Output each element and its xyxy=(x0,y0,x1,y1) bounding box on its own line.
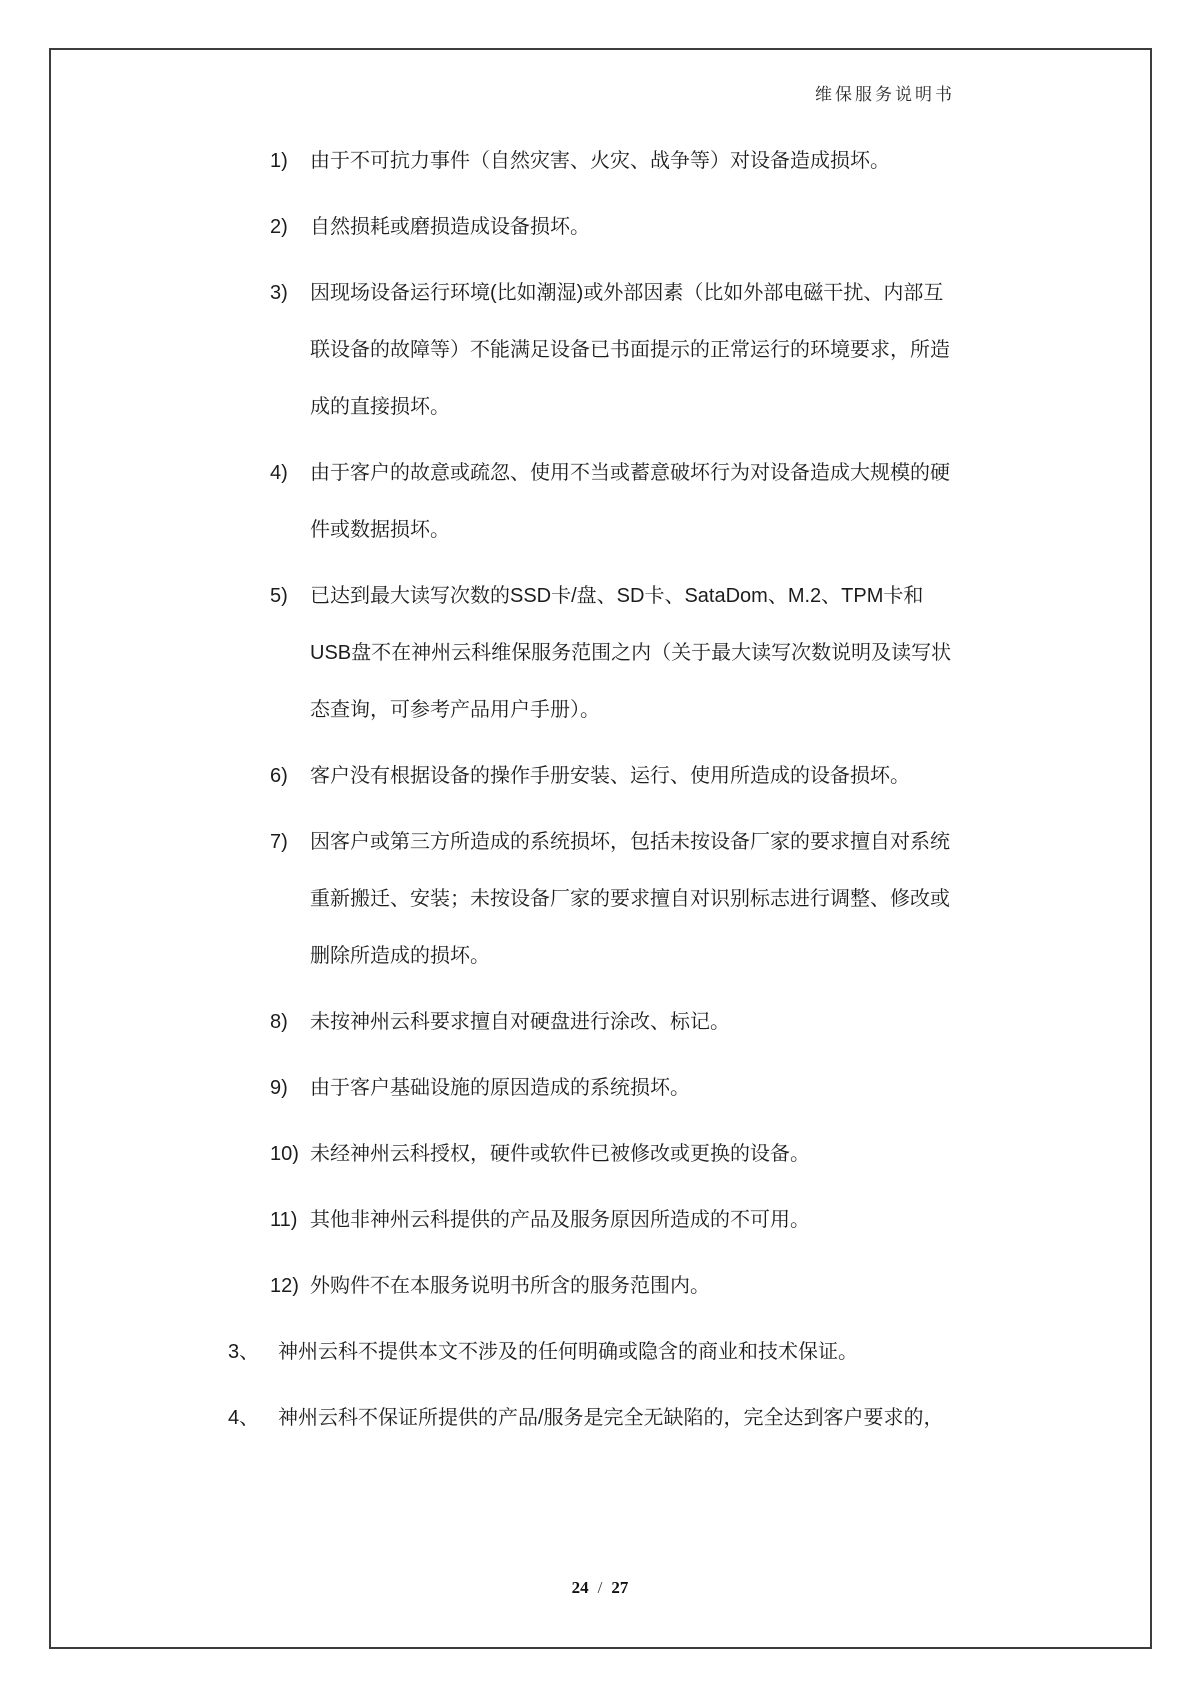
list-item xyxy=(0,994,1200,1051)
list-item-number: 3、 xyxy=(228,1341,260,1363)
text-line: 未经神州云科授权，硬件或软件已被修改或更换的设备。 xyxy=(310,1143,810,1165)
list-item xyxy=(0,568,1200,739)
exclusion-list xyxy=(0,133,1200,1456)
list-item-number: 7) xyxy=(270,831,288,853)
text-line: 客户没有根据设备的操作手册安装、运行、使用所造成的设备损坏。 xyxy=(310,765,910,787)
list-item-number: 8) xyxy=(270,1011,288,1033)
list-item-text xyxy=(0,445,1200,559)
list-item xyxy=(0,1390,1200,1447)
text-line: 神州云科不提供本文不涉及的任何明确或隐含的商业和技术保证。 xyxy=(278,1341,858,1363)
list-item xyxy=(0,265,1200,436)
list-item xyxy=(0,1324,1200,1381)
page-number-current: 24 xyxy=(571,1578,589,1597)
list-item-text xyxy=(0,568,1200,739)
list-item xyxy=(0,1258,1200,1315)
list-item-number: 10) xyxy=(270,1143,299,1165)
list-item xyxy=(0,199,1200,256)
list-item xyxy=(0,1192,1200,1249)
text-line: 删除所造成的损坏。 xyxy=(310,945,490,967)
list-item-text xyxy=(0,1126,1200,1183)
list-item xyxy=(0,748,1200,805)
list-item-number: 3) xyxy=(270,282,288,304)
text-line: 自然损耗或磨损造成设备损坏。 xyxy=(310,216,590,238)
list-item-number: 11) xyxy=(270,1209,298,1231)
text-line: 未按神州云科要求擅自对硬盘进行涂改、标记。 xyxy=(310,1011,730,1033)
text-line: USB盘不在神州云科维保服务范围之内（关于最大读写次数说明及读写状 xyxy=(310,642,952,664)
text-line: 由于客户的故意或疏忽、使用不当或蓄意破坏行为对设备造成大规模的硬 xyxy=(310,462,950,484)
list-item-number: 6) xyxy=(270,765,288,787)
list-item-number: 9) xyxy=(270,1077,288,1099)
text-line: 成的直接损坏。 xyxy=(310,396,450,418)
list-item xyxy=(0,1060,1200,1117)
list-item-text xyxy=(0,1258,1200,1315)
page-header-title: 维保服务说明书 xyxy=(815,85,955,104)
list-item-text xyxy=(0,1390,1200,1447)
text-line: 已达到最大读写次数的SSD卡/盘、SD卡、SataDom、M.2、TPM卡和 xyxy=(310,585,924,607)
text-line: 由于客户基础设施的原因造成的系统损坏。 xyxy=(310,1077,690,1099)
list-item-number: 1) xyxy=(270,150,288,172)
list-item-text xyxy=(0,1060,1200,1117)
list-item-number: 12) xyxy=(270,1275,299,1297)
list-item xyxy=(0,814,1200,985)
page-number-separator: / xyxy=(597,1578,603,1597)
list-item-number: 2) xyxy=(270,216,288,238)
text-line: 其他非神州云科提供的产品及服务原因所造成的不可用。 xyxy=(310,1209,810,1231)
text-line: 态查询，可参考产品用户手册）。 xyxy=(310,699,600,721)
text-line: 神州云科不保证所提供的产品/服务是完全无缺陷的，完全达到客户要求的， xyxy=(278,1407,944,1429)
page-number-total: 27 xyxy=(611,1578,629,1597)
list-item-number: 4) xyxy=(270,462,288,484)
text-line: 由于不可抗力事件（自然灾害、火灾、战争等）对设备造成损坏。 xyxy=(310,150,890,172)
list-item-text xyxy=(0,994,1200,1051)
text-line: 件或数据损坏。 xyxy=(310,519,450,541)
text-line: 重新搬迁、安装；未按设备厂家的要求擅自对识别标志进行调整、修改或 xyxy=(310,888,950,910)
list-item-text xyxy=(0,133,1200,190)
list-item-text xyxy=(0,199,1200,256)
page-footer xyxy=(0,1578,1200,1598)
list-item-text xyxy=(0,748,1200,805)
text-line: 因现场设备运行环境(比如潮湿)或外部因素（比如外部电磁干扰、内部互 xyxy=(310,282,944,304)
list-item-text xyxy=(0,814,1200,985)
text-line: 外购件不在本服务说明书所含的服务范围内。 xyxy=(310,1275,710,1297)
list-item-number: 5) xyxy=(270,585,288,607)
text-line: 因客户或第三方所造成的系统损坏，包括未按设备厂家的要求擅自对系统 xyxy=(310,831,950,853)
list-item xyxy=(0,1126,1200,1183)
list-item xyxy=(0,445,1200,559)
list-item-text xyxy=(0,265,1200,436)
list-item-text xyxy=(0,1324,1200,1381)
list-item xyxy=(0,133,1200,190)
list-item-text xyxy=(0,1192,1200,1249)
list-item-number: 4、 xyxy=(228,1407,260,1429)
text-line: 联设备的故障等）不能满足设备已书面提示的正常运行的环境要求，所造 xyxy=(310,339,950,361)
